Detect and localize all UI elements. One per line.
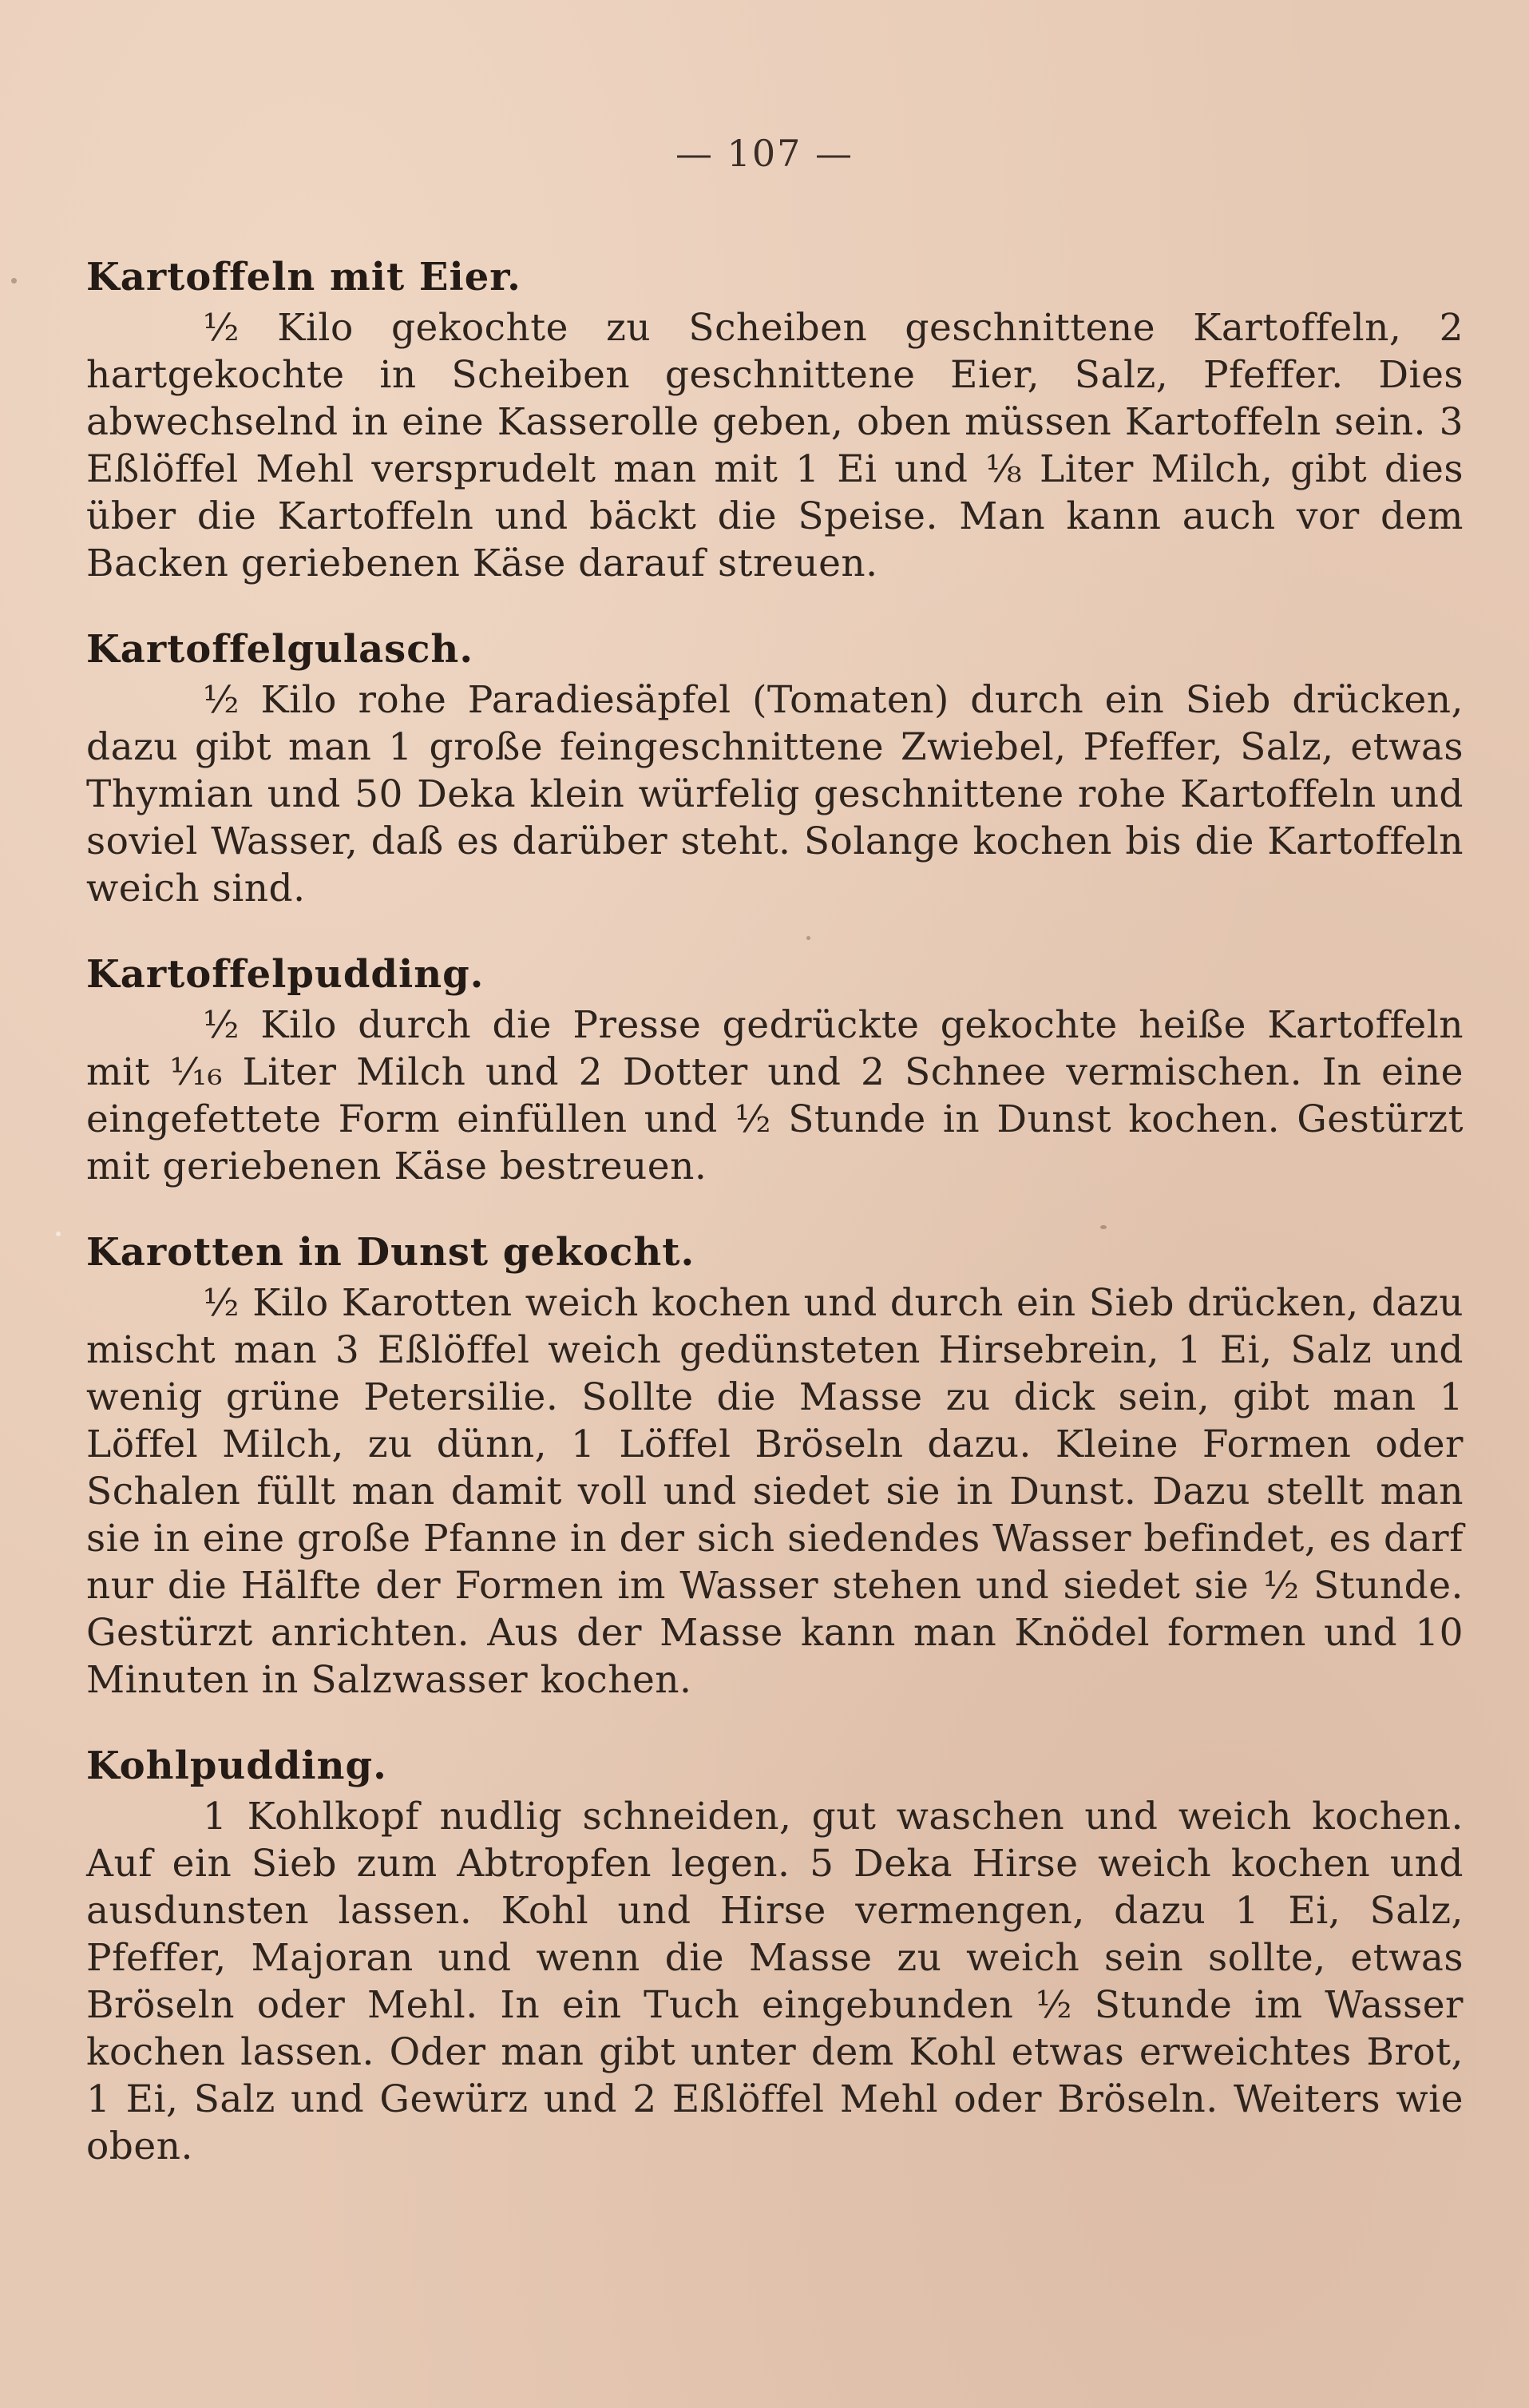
recipe-body: ½ Kilo durch die Presse gedrückte gekochte heiße Kartoffeln mit ¹⁄₁₆ Liter Milch und 2 Dotter und 2 Schnee vermischen. In eine eingefettete Form einfüllen und ½ Stunde in Dunst kochen. Gestürzt mit geriebenen Käse bestreuen. [86,1003,1464,1188]
page-number: — 107 — [675,132,854,175]
recipe-body: ½ Kilo gekochte zu Scheiben geschnittene Kartoffeln, 2 hartgekochte in Scheiben geschnittene Eier, Salz, Pfeffer. Dies abwechselnd in eine Kasserolle geben, oben müssen Kartoffeln sein. 3 Eßlöffel Mehl versprudelt man mit 1 Ei und ⅛ Liter Milch, gibt dies über die Kartoffeln und bäckt die Speise. Man kann auch vor dem Backen geriebenen Käse darauf streuen. [86,306,1464,585]
recipe-list [86,252,1464,2207]
recipe-body: ½ Kilo Karotten weich kochen und durch ein Sieb drücken, dazu mischt man 3 Eßlöffel weich gedünsteten Hirsebrein, 1 Ei, Salz und wenig grüne Petersilie. Sollte die Masse zu dick sein, gibt man 1 Löffel Milch, zu dünn, 1 Löffel Bröseln dazu. Kleine Formen oder Schalen füllt man damit voll und siedet sie in Dunst. Dazu stellt man sie in eine große Pfanne in der sich siedendes Wasser befindet, es darf nur die Hälfte der Formen im Wasser stehen und siedet sie ½ Stunde. Gestürzt anrichten. Aus der Masse kann man Knödel formen und 10 Minuten in Salzwasser kochen. [86,1281,1464,1702]
recipe-title: Kartoffelpudding. [86,952,485,997]
recipe-title: Kohlpudding. [86,1744,387,1788]
recipe-body: 1 Kohlkopf nudlig schneiden, gut waschen und weich kochen. Auf ein Sieb zum Abtropfen legen. 5 Deka Hirse weich kochen und ausdunsten lassen. Kohl und Hirse vermengen, dazu 1 Ei, Salz, Pfeffer, Majoran und wenn die Masse zu weich sein sollte, etwas Bröseln oder Mehl. In ein Tuch eingebunden ½ Stunde im Wasser kochen lassen. Oder man gibt unter dem Kohl etwas erweichtes Brot, 1 Ei, Salz und Gewürz und 2 Eßlöffel Mehl oder Bröseln. Weiters wie oben. [86,1795,1464,2168]
recipe-kartoffeln-mit-eier [86,252,1464,587]
recipe-kartoffelgulasch [86,624,1464,912]
recipe-karotten-in-dunst [86,1227,1464,1704]
paper-speck [11,278,17,284]
paper-speck [56,1232,61,1236]
recipe-title: Karotten in Dunst gekocht. [86,1230,695,1275]
recipe-title: Kartoffelgulasch. [86,627,474,672]
recipe-body: ½ Kilo rohe Paradiesäpfel (Tomaten) durch ein Sieb drücken, dazu gibt man 1 große feingeschnittene Zwiebel, Pfeffer, Salz, etwas Thymian und 50 Deka klein würfelig geschnittene rohe Kartoffeln und soviel Wasser, daß es darüber steht. Solange kochen bis die Kartoffeln weich sind. [86,678,1464,910]
recipe-kartoffelpudding [86,949,1464,1190]
recipe-kohlpudding [86,1740,1464,2170]
recipe-title: Kartoffeln mit Eier. [86,255,521,300]
